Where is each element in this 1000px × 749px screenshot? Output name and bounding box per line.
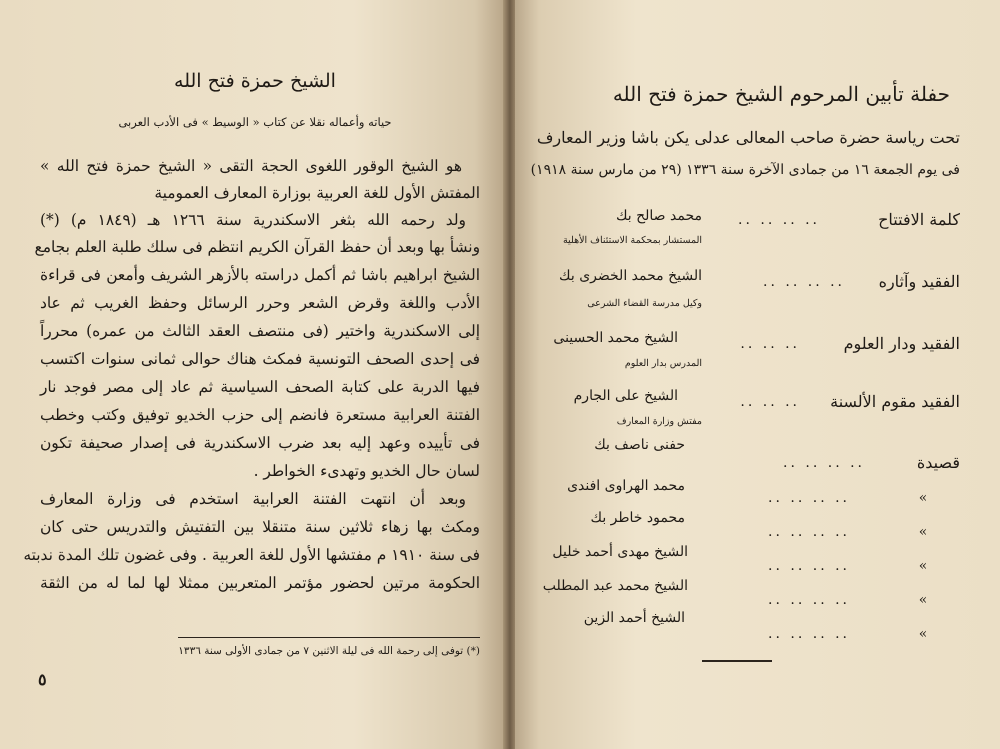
- leader-dots: .. .. .. ..: [768, 524, 850, 540]
- poet-name: حفنى ناصف بك: [594, 437, 685, 453]
- program-item: كلمة الافتتاح: [878, 210, 960, 229]
- body-line: إلى الاسكندرية واختير (فى منتصف العقد الثالث من عمره) محرراً: [40, 322, 480, 340]
- poet-name: الشيخ مهدى أحمد خليل: [552, 544, 688, 560]
- poet-name: الشيخ أحمد الزين: [583, 610, 685, 626]
- poet-name: محمد الهراوى افندى: [567, 478, 685, 494]
- program-speaker: الشيخ محمد الحسينى: [553, 330, 678, 346]
- ceremony-title: حفلة تأبين المرحوم الشيخ حمزة فتح الله: [612, 82, 950, 106]
- closing-rule: [702, 660, 772, 662]
- ditto-mark: «: [918, 558, 928, 574]
- leader-dots: .. .. .. ..: [768, 490, 850, 506]
- footnote-rule: [178, 637, 480, 638]
- date-line: فى يوم الجمعة ١٦ من جمادى الآخرة سنة ١٣٣٦ (٢٩ من مارس سنة ١٩١٨): [530, 162, 960, 178]
- speaker-title: مفتش وزارة المعارف: [616, 416, 702, 427]
- leader-dots: .. .. .. ..: [738, 212, 820, 228]
- body-line: فى سنة ١٩١٠ م مفتشها الأول للغة العربية . وفى غضون تلك المدة ندبته: [23, 546, 480, 564]
- leader-dots: .. .. .. ..: [763, 274, 845, 290]
- program-speaker: الشيخ محمد الخضرى بك: [559, 268, 702, 284]
- ditto-mark: «: [918, 592, 928, 608]
- body-line: وبعد أن انتهت الفتنة العرابية استخدم فى وزارة المعارف: [40, 490, 466, 508]
- body-line: الشيخ ابراهيم باشا ثم أكمل دراسته بالأزهر الشريف وأمعن فى قراءة: [40, 266, 480, 284]
- body-line: ونشأ بها وبعد أن حفظ القرآن الكريم انتظم فى سلك طلبة العلم بجامع: [34, 238, 480, 256]
- ditto-mark: «: [918, 524, 928, 540]
- body-line: ولد رحمه الله بثغر الاسكندرية سنة ١٢٦٦ هـ (١٨٤٩ م) (*): [40, 211, 466, 229]
- speaker-title: وكيل مدرسة القضاء الشرعى: [587, 298, 702, 309]
- body-line: فى إحدى الصحف التونسية فمكث هناك حوالى ثمانى سنوات اكتسب: [40, 350, 480, 368]
- body-line: لسان حال الخديو وتهدىء الخواطر .: [253, 462, 480, 480]
- body-line: الفتنة العرابية مستعرة فانضم إلى حزب الخديو توفيق وكتب وخطب: [40, 406, 480, 424]
- body-line: هو الشيخ الوقور اللغوى الحجة التقى « الشيخ حمزة فتح الله »: [40, 157, 462, 175]
- program-speaker: محمد صالح بك: [615, 208, 702, 224]
- leader-dots: .. .. .. ..: [768, 626, 850, 642]
- leader-dots: .. .. .. ..: [768, 592, 850, 608]
- poet-name: الشيخ محمد عبد المطلب: [542, 578, 688, 594]
- program-item: الفقيد مقوم الألسنة: [830, 392, 960, 411]
- body-line: المفتش الأول للغة العربية بوزارة المعارف العمومية: [154, 184, 480, 202]
- speaker-title: المستشار بمحكمة الاستئناف الأهلية: [562, 235, 702, 246]
- body-line: ومكث بها زهاء ثلاثين سنة متنقلا بين التفتيش والتدريس حتى كان: [40, 518, 480, 536]
- body-line: الأدب واللغة وقرض الشعر وحرر الرسائل وحفظ الغريب ثم عاد: [40, 294, 480, 312]
- ditto-mark: «: [918, 490, 928, 506]
- page-number: ٥: [38, 670, 47, 689]
- body-line: الحكومة مرتين لحضور مؤتمر المتعربين ممثلا لها لما له من الثقة: [40, 574, 480, 592]
- ditto-mark: «: [918, 626, 928, 642]
- poet-name: محمود خاطر بك: [590, 510, 685, 526]
- left-page-subtitle: حياته وأعماله نقلا عن كتاب « الوسيط » فى الأدب العربى: [118, 115, 392, 129]
- patronage-line: تحت رياسة حضرة صاحب المعالى عدلى يكن باشا وزير المعارف: [536, 128, 960, 147]
- left-page-title: الشيخ حمزة فتح الله: [174, 70, 336, 92]
- body-line: فى تأييده وعهد إليه بعد ضرب الاسكندرية فى إصدار صحيفة تكون: [40, 434, 480, 452]
- footnote: (*) توفى إلى رحمة الله فى ليلة الاثنين ٧ من جمادى الأولى سنة ١٣٣٦: [178, 645, 480, 657]
- leader-dots: .. .. ..: [740, 336, 800, 352]
- body-line: فيها الدربة على كتابة الصحف السياسية ثم عاد إلى مصر فوجد نار: [40, 378, 480, 396]
- leader-dots: .. .. .. ..: [768, 558, 850, 574]
- leader-dots: .. .. .. ..: [783, 455, 865, 471]
- speaker-title: المدرس بدار العلوم: [624, 358, 702, 369]
- poems-label: قصيدة: [916, 453, 960, 472]
- program-item: الفقيد ودار العلوم: [843, 334, 960, 353]
- program-item: الفقيد وآثاره: [878, 272, 960, 291]
- program-speaker: الشيخ على الجارم: [573, 388, 678, 404]
- leader-dots: .. .. ..: [740, 394, 800, 410]
